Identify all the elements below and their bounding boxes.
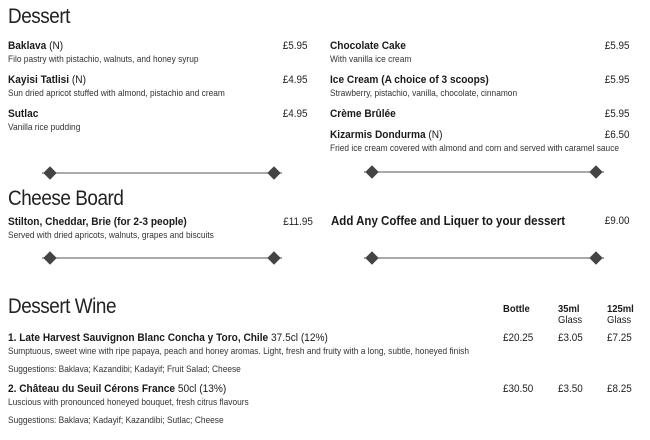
dessert-heading: Dessert [8, 5, 70, 28]
menu-item-title [330, 108, 396, 120]
addon-title: Add Any Coffee and Liquer to your dessert [331, 214, 566, 228]
menu-item-price: £11.95 [283, 216, 313, 228]
item-name: Baklava [8, 40, 47, 52]
ornamental-divider [364, 250, 604, 266]
wine-spec: 50cl (13%) [175, 383, 227, 395]
menu-item-title [330, 40, 406, 52]
menu-item-price: £4.95 [283, 108, 308, 120]
item-tag: (N) [69, 74, 86, 86]
column-header-bottle [503, 304, 530, 315]
menu-item-desc: Sun dried apricot stuffed with almond, pistachio and cream [8, 88, 225, 99]
price-35ml: £3.05 [558, 332, 583, 344]
wine-name: 2. Château du Seuil Cérons France [8, 383, 176, 395]
wine-suggestions: Suggestions: Baklava; Kadayif; Kazandibi; Sutlac; Cheese [8, 415, 224, 426]
menu-item-desc: Fried ice cream covered with almond and corn and served with caramel sauce [330, 143, 620, 154]
wine-name: 1. Late Harvest Sauvignon Blanc Concha y Toro, Chile [8, 332, 269, 344]
menu-item-desc: Filo pastry with pistachio, walnuts, and honey syrup [8, 54, 199, 65]
ornamental-divider [42, 165, 282, 181]
wine-suggestions: Suggestions: Baklava; Kazandibi; Kadayif; Fruit Salad; Cheese [8, 364, 241, 375]
item-tag: (N) [46, 40, 64, 52]
menu-item-price: £5.95 [605, 108, 630, 120]
menu-item-title [330, 129, 442, 141]
menu-item-desc: With vanilla ice cream [330, 54, 412, 65]
menu-item-price: £6.50 [605, 129, 630, 141]
price-35ml: £3.50 [558, 383, 583, 395]
cheese-board-heading: Cheese Board [8, 187, 124, 210]
wine-desc: Sumptuous, sweet wine with ripe papaya, peach and honey aromas. Light, fresh and fruity with a long, subtle, honeyed finish [8, 346, 470, 357]
price-bottle: £20.25 [503, 332, 534, 344]
item-name: Kizarmis Dondurma [330, 129, 426, 141]
wine-desc: Luscious with pronounced honeyed bouquet, fresh citrus flavours [8, 397, 249, 408]
item-tag: (N) [425, 129, 443, 141]
menu-item-title [8, 40, 63, 52]
price-125ml: £8.25 [607, 383, 632, 395]
wine-title [8, 383, 226, 395]
menu-item-desc: Strawberry, pistachio, vanilla, chocolate, cinnamon [330, 88, 518, 99]
item-name: Sutlac [8, 108, 39, 120]
menu-item-desc: Vanilla rice pudding [8, 122, 81, 133]
wine-spec: 37.5cl (12%) [268, 332, 328, 344]
item-name: Kayisi Tatlisi [8, 74, 70, 86]
item-name: Chocolate Cake [330, 40, 406, 52]
column-header-35ml [558, 304, 582, 326]
price-125ml: £7.25 [607, 332, 632, 344]
header-main: 35ml [558, 303, 580, 315]
menu-item-desc: Served with dried apricots, walnuts, grapes and biscuits [8, 230, 214, 241]
column-header-125ml [607, 304, 634, 326]
wine-title [8, 332, 328, 344]
menu-item-title [330, 74, 489, 86]
header-main: 125ml [607, 303, 634, 315]
menu-item-title: Stilton, Cheddar, Brie (for 2-3 people) [8, 216, 187, 228]
ornamental-divider [42, 250, 282, 266]
menu-item-price: £4.95 [283, 74, 308, 86]
item-name: Crème Brûlée [330, 108, 396, 120]
addon-price: £9.00 [605, 215, 630, 227]
menu-item-title [8, 74, 86, 86]
menu-item-price: £5.95 [605, 40, 630, 52]
item-name: Ice Cream (A choice of 3 scoops) [330, 74, 489, 86]
dessert-wine-heading: Dessert Wine [8, 295, 117, 318]
menu-item-title [8, 108, 38, 120]
menu-item-price: £5.95 [283, 40, 308, 52]
header-sub: Glass [558, 314, 583, 326]
price-bottle: £30.50 [503, 383, 534, 395]
header-sub: Glass [607, 314, 632, 326]
header-main: Bottle [503, 303, 530, 315]
ornamental-divider [364, 164, 604, 180]
menu-item-price: £5.95 [605, 74, 630, 86]
